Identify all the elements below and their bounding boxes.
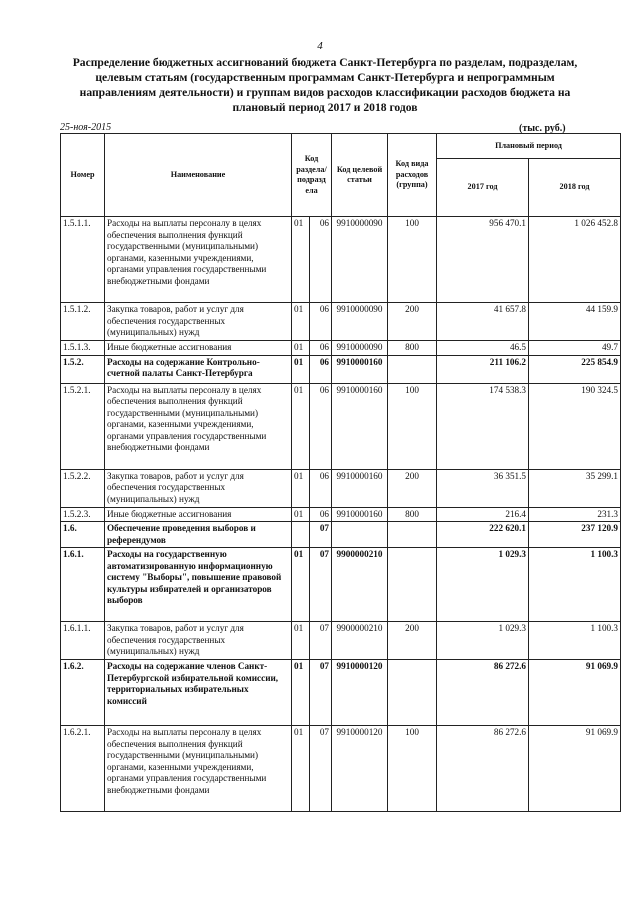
row-amount-2018: 35 299.1 — [529, 469, 621, 507]
page-number: 4 — [317, 40, 323, 52]
row-target-article: 9910000120 — [332, 660, 388, 726]
row-amount-2017: 174 538.3 — [437, 383, 529, 469]
table-row — [61, 217, 621, 303]
row-name: Закупка товаров, работ и услуг для обеспечения государственных (муниципальных) нужд — [105, 469, 292, 507]
document-date: 25-ноя-2015 — [60, 122, 112, 133]
row-amount-2017: 211 106.2 — [437, 355, 529, 383]
row-number: 1.5.2. — [61, 355, 105, 383]
table-row — [61, 303, 621, 341]
row-name: Расходы на выплаты персоналу в целях обеспечения выполнения функций государственными (муниципальными) органами, казенными учреждениями, органами управления государственными внебюджетными фондами — [105, 383, 292, 469]
row-podrazdel: 06 — [310, 383, 332, 469]
document-title: Распределение бюджетных ассигнований бюджета Санкт-Петербурга по разделам, подразделам, целевым статьям (государственным программам Санкт-Петербурга и непрограммным направлениям деятельности) и группам видов расходов классификации расходов бюджета на плановый период 2017 и 2018 годов — [72, 56, 578, 114]
row-number: 1.6.2.1. — [61, 726, 105, 812]
header-year-2018: 2018 год — [529, 159, 621, 217]
row-target-article: 9910000120 — [332, 726, 388, 812]
table-row — [61, 522, 621, 548]
row-podrazdel: 07 — [310, 548, 332, 622]
row-amount-2018: 49.7 — [529, 341, 621, 356]
table-row — [61, 660, 621, 726]
header-year-2017: 2017 год — [437, 159, 529, 217]
row-amount-2018: 1 026 452.8 — [529, 217, 621, 303]
row-target-article: 9910000090 — [332, 303, 388, 341]
row-razdel: 01 — [292, 341, 310, 356]
row-number: 1.5.2.3. — [61, 507, 105, 522]
row-podrazdel: 07 — [310, 522, 332, 548]
row-expense-type: 200 — [388, 303, 437, 341]
row-podrazdel: 06 — [310, 341, 332, 356]
row-name: Расходы на содержание членов Санкт-Петербургской избирательной комиссии, территориальных избирательных комиссий — [105, 660, 292, 726]
header-planned-period: Плановый период — [437, 134, 621, 159]
row-podrazdel: 07 — [310, 660, 332, 726]
row-target-article: 9910000160 — [332, 383, 388, 469]
row-expense-type: 100 — [388, 383, 437, 469]
row-amount-2017: 41 657.8 — [437, 303, 529, 341]
row-razdel: 01 — [292, 469, 310, 507]
row-number: 1.6.1.1. — [61, 622, 105, 660]
table-row — [61, 355, 621, 383]
row-amount-2017: 36 351.5 — [437, 469, 529, 507]
header-expense-type: Код вида расходов (группа) — [388, 134, 437, 217]
row-number: 1.6. — [61, 522, 105, 548]
row-expense-type: 100 — [388, 217, 437, 303]
row-name: Обеспечение проведения выборов и референдумов — [105, 522, 292, 548]
row-podrazdel: 07 — [310, 622, 332, 660]
row-razdel — [292, 522, 310, 548]
row-amount-2017: 86 272.6 — [437, 660, 529, 726]
row-target-article — [332, 522, 388, 548]
table-row — [61, 341, 621, 356]
row-razdel: 01 — [292, 507, 310, 522]
row-podrazdel: 06 — [310, 355, 332, 383]
table-body — [61, 217, 621, 812]
row-podrazdel: 07 — [310, 726, 332, 812]
row-number: 1.5.1.2. — [61, 303, 105, 341]
row-razdel: 01 — [292, 217, 310, 303]
row-target-article: 9900000210 — [332, 548, 388, 622]
row-razdel: 01 — [292, 548, 310, 622]
row-name: Расходы на выплаты персоналу в целях обеспечения выполнения функций государственными (муниципальными) органами, казенными учреждениями, органами управления государственными внебюджетными фондами — [105, 217, 292, 303]
row-number: 1.6.1. — [61, 548, 105, 622]
table-row — [61, 383, 621, 469]
row-amount-2018: 91 069.9 — [529, 726, 621, 812]
table-row — [61, 469, 621, 507]
row-target-article: 9910000090 — [332, 341, 388, 356]
row-amount-2018: 231.3 — [529, 507, 621, 522]
row-target-article: 9910000160 — [332, 507, 388, 522]
header-target-article: Код целевой статьи — [332, 134, 388, 217]
row-amount-2017: 1 029.3 — [437, 622, 529, 660]
row-amount-2017: 1 029.3 — [437, 548, 529, 622]
row-target-article: 9910000160 — [332, 355, 388, 383]
row-target-article: 9910000160 — [332, 469, 388, 507]
row-razdel: 01 — [292, 660, 310, 726]
row-razdel: 01 — [292, 303, 310, 341]
header-razdel: Код раздела/ подразд ела — [292, 134, 332, 217]
row-amount-2018: 44 159.9 — [529, 303, 621, 341]
row-amount-2017: 86 272.6 — [437, 726, 529, 812]
header-name: Наименование — [105, 134, 292, 217]
row-name: Иные бюджетные ассигнования — [105, 341, 292, 356]
table-row — [61, 507, 621, 522]
table-row — [61, 622, 621, 660]
row-expense-type: 200 — [388, 469, 437, 507]
row-expense-type: 800 — [388, 507, 437, 522]
row-podrazdel: 06 — [310, 507, 332, 522]
row-podrazdel: 06 — [310, 303, 332, 341]
table-row — [61, 726, 621, 812]
row-name: Расходы на выплаты персоналу в целях обеспечения выполнения функций государственными (муниципальными) органами, казенными учреждениями, органами управления государственными внебюджетными фондами — [105, 726, 292, 812]
row-expense-type: 100 — [388, 726, 437, 812]
row-number: 1.5.1.3. — [61, 341, 105, 356]
row-amount-2018: 1 100.3 — [529, 622, 621, 660]
row-amount-2018: 190 324.5 — [529, 383, 621, 469]
row-expense-type — [388, 355, 437, 383]
row-expense-type: 200 — [388, 622, 437, 660]
header-number: Номер — [61, 134, 105, 217]
row-amount-2018: 225 854.9 — [529, 355, 621, 383]
row-name: Расходы на содержание Контрольно-счетной палаты Санкт-Петербурга — [105, 355, 292, 383]
row-podrazdel: 06 — [310, 217, 332, 303]
row-number: 1.5.2.2. — [61, 469, 105, 507]
row-name: Закупка товаров, работ и услуг для обеспечения государственных (муниципальных) нужд — [105, 303, 292, 341]
row-expense-type — [388, 660, 437, 726]
row-razdel: 01 — [292, 622, 310, 660]
row-expense-type — [388, 522, 437, 548]
row-target-article: 9900000210 — [332, 622, 388, 660]
row-number: 1.6.2. — [61, 660, 105, 726]
row-name: Расходы на государственную автоматизированную информационную систему "Выборы", повышение правовой культуры избирателей и организаторов выборов — [105, 548, 292, 622]
row-amount-2017: 216.4 — [437, 507, 529, 522]
row-number: 1.5.2.1. — [61, 383, 105, 469]
row-amount-2017: 46.5 — [437, 341, 529, 356]
row-name: Закупка товаров, работ и услуг для обеспечения государственных (муниципальных) нужд — [105, 622, 292, 660]
row-razdel: 01 — [292, 355, 310, 383]
row-amount-2017: 222 620.1 — [437, 522, 529, 548]
table-row — [61, 548, 621, 622]
row-expense-type — [388, 548, 437, 622]
row-expense-type: 800 — [388, 341, 437, 356]
units-label: (тыс. руб.) — [519, 123, 566, 134]
row-podrazdel: 06 — [310, 469, 332, 507]
row-razdel: 01 — [292, 726, 310, 812]
row-amount-2018: 91 069.9 — [529, 660, 621, 726]
row-name: Иные бюджетные ассигнования — [105, 507, 292, 522]
row-amount-2017: 956 470.1 — [437, 217, 529, 303]
row-razdel: 01 — [292, 383, 310, 469]
budget-table — [60, 133, 621, 812]
row-target-article: 9910000090 — [332, 217, 388, 303]
row-amount-2018: 1 100.3 — [529, 548, 621, 622]
row-number: 1.5.1.1. — [61, 217, 105, 303]
row-amount-2018: 237 120.9 — [529, 522, 621, 548]
